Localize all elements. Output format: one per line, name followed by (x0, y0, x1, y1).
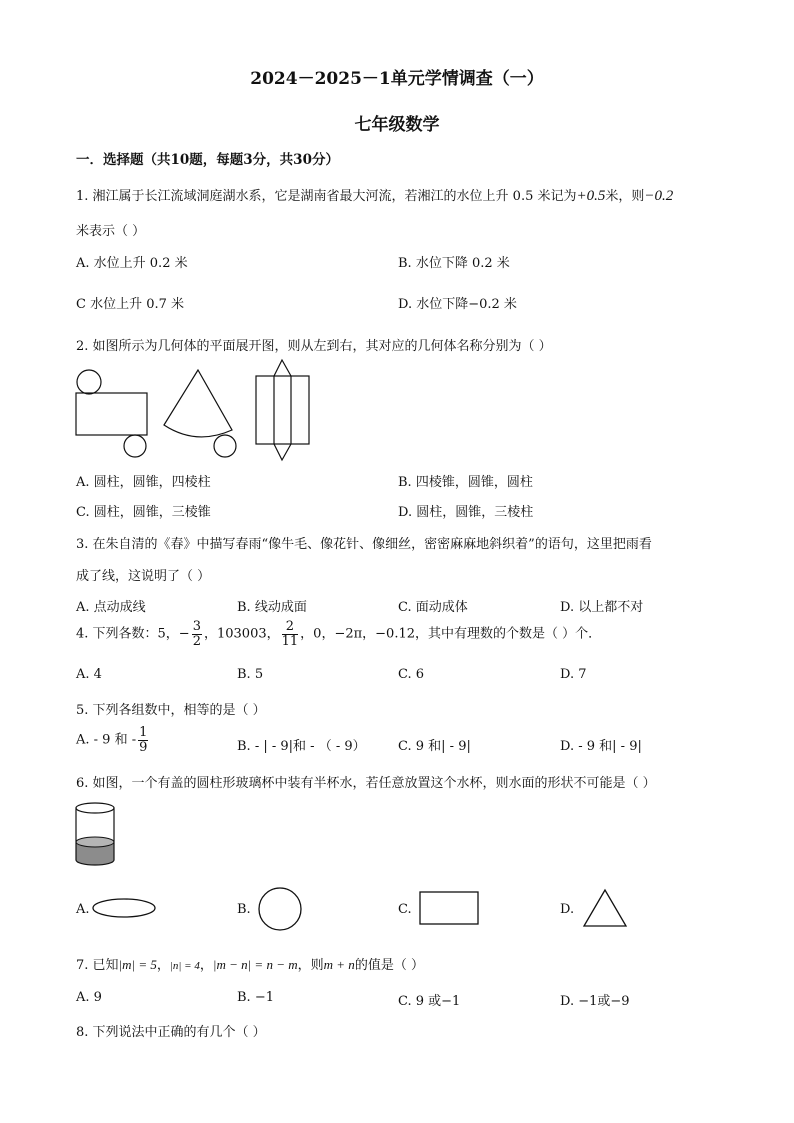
question-5-stem: 5. 下列各组数中，相等的是（ ） (76, 703, 266, 718)
ellipse-shape (93, 899, 155, 917)
question-7-stem (76, 954, 424, 973)
q1-negative-value: −0.2 (644, 188, 674, 204)
q4-option-d[interactable]: D. 7 (560, 667, 587, 682)
q2-option-c[interactable]: C. 圆柱，圆锥，三棱锥 (76, 505, 211, 520)
q5-option-d[interactable]: D. - 9 和| - 9| (560, 739, 642, 754)
q6-option-a[interactable]: A. (76, 902, 90, 917)
q4-option-b[interactable]: B. 5 (237, 667, 264, 682)
q1-positive-value: +0.5 (576, 188, 606, 204)
q3-option-c[interactable]: C. 面动成体 (398, 600, 468, 615)
q6-option-d[interactable]: D. (560, 902, 575, 917)
q3-option-b[interactable]: B. 线动成面 (237, 600, 307, 615)
q1-text-a: 1. 湘江属于长江流域洞庭湖水系，它是湖南省最大河流，若湘江的水位上升 0.5 米记为 (76, 189, 577, 204)
question-3-line1: 3. 在朱自清的《春》中描写春雨“像牛毛、像花针、像细丝，密密麻麻地斜织着”的语句，这里把雨看 (76, 537, 652, 552)
q7-sep-1: ， (156, 958, 170, 973)
q2-option-b[interactable]: B. 四棱锥，圆锥，圆柱 (398, 475, 533, 490)
q3-option-a[interactable]: A. 点动成线 (76, 600, 146, 615)
q1-option-a[interactable]: A. 水位上升 0.2 米 (76, 256, 188, 271)
question-3-line2: 成了线，这说明了（ ） (76, 569, 211, 584)
q2-option-d[interactable]: D. 圆柱，圆锥，三棱柱 (398, 505, 534, 520)
circle-shape (259, 888, 301, 930)
q5-option-a-text: A. - 9 和 - (76, 732, 137, 748)
q3-option-d[interactable]: D. 以上都不对 (560, 600, 644, 615)
q7-option-b[interactable]: B. −1 (237, 990, 274, 1005)
q4-text-c: ，0，−2π，−0.12，其中有理数的个数是（ ）个． (300, 626, 602, 642)
question-2-stem: 2. 如图所示为几何体的平面展开图，则从左到右，其对应的几何体名称分别为（ ） (76, 339, 552, 354)
q7-option-d[interactable]: D. −1或−9 (560, 994, 630, 1009)
page-subtitle: 七年级数学 (354, 115, 440, 135)
q7-equation: |m − n| = n − m (212, 957, 298, 972)
q4-option-c[interactable]: C. 6 (398, 667, 425, 682)
q6-option-b[interactable]: B. (237, 902, 251, 917)
q4-text-a: 4. 下列各数：5，− (76, 626, 190, 642)
q7-option-c[interactable]: C. 9 或−1 (398, 994, 461, 1009)
q1-option-b[interactable]: B. 水位下降 0.2 米 (398, 256, 510, 271)
q4-fraction-3-2: $\frac{3}{2}$ (192, 619, 201, 649)
q1-option-c[interactable]: C 水位上升 0.7 米 (76, 297, 185, 312)
page-title: 2024－2025－1单元学情调查（一） (250, 69, 544, 89)
water-surface (76, 837, 114, 847)
glass-lid (76, 803, 114, 813)
triangle-shape (584, 890, 626, 926)
q4-fraction-2-11: $\frac{2}{11}$ (281, 619, 299, 649)
q4-option-a[interactable]: A. 4 (76, 667, 102, 682)
question-1-line2: 米表示（ ） (76, 224, 146, 239)
q7-abs-n: |n| = 4 (169, 960, 200, 972)
q7-text-a: 7. 已知 (76, 958, 119, 973)
q1-text-b: 米，则 (605, 189, 645, 204)
q7-text-b: ，则 (297, 958, 324, 973)
q7-option-a[interactable]: A. 9 (76, 990, 102, 1005)
question-8-stem: 8. 下列说法中正确的有几个（ ） (76, 1025, 266, 1040)
q7-text-c: 的值是（ ） (354, 958, 424, 973)
q1-option-d[interactable]: D. 水位下降−0.2 米 (398, 297, 517, 312)
rectangle-shape (420, 892, 478, 924)
q5-option-b[interactable]: B. - | - 9|和 - （ - 9） (237, 739, 366, 754)
section-heading: 一．选择题（共10题，每题3分，共30分） (76, 152, 339, 168)
q5-fraction-1-9: $\frac{1}{9}$ (139, 725, 148, 755)
question-6-stem: 6. 如图，一个有盖的圆柱形玻璃杯中装有半杯水，若任意放置这个水杯，则水面的形状不可能是（ ） (76, 776, 656, 791)
q2-option-a[interactable]: A. 圆柱，圆锥，四棱柱 (76, 475, 211, 490)
q7-sep-2: ， (199, 958, 213, 973)
q7-sum: m + n (323, 957, 355, 972)
q7-abs-m: |m| = 5 (118, 957, 157, 972)
q4-text-b: ，103003， (203, 626, 280, 642)
q6-option-c[interactable]: C. (398, 902, 412, 917)
q5-option-c[interactable]: C. 9 和| - 9| (398, 739, 471, 754)
